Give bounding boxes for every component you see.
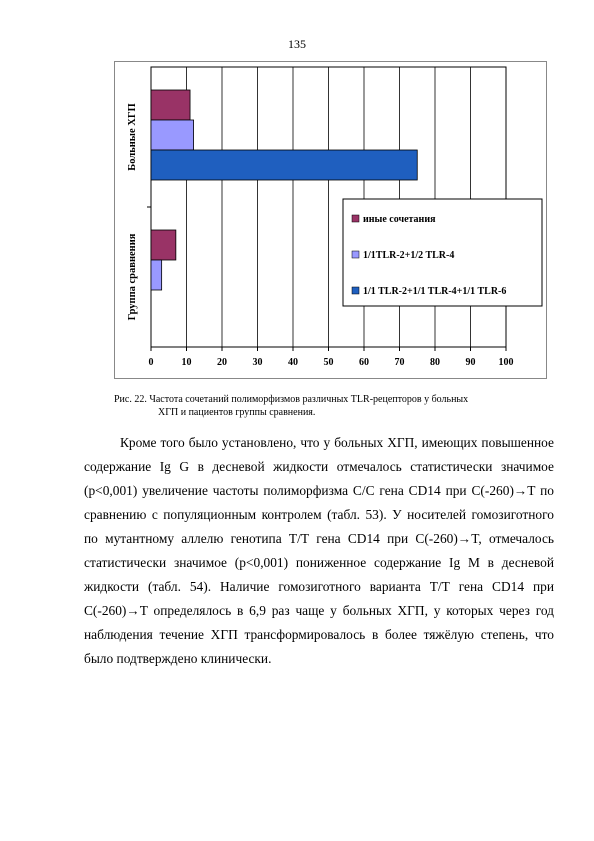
page-number: 135 — [288, 37, 306, 51]
x-tick-label: 20 — [217, 357, 227, 368]
bar — [151, 260, 162, 290]
bar — [151, 230, 176, 260]
legend-label: 1/1 TLR-2+1/1 TLR-4+1/1 TLR-6 — [363, 286, 507, 297]
x-tick-label: 10 — [181, 357, 192, 368]
legend-label: иные сочетания — [363, 214, 436, 225]
figure-caption — [114, 394, 554, 419]
x-tick-label: 0 — [148, 357, 154, 368]
bar — [151, 90, 190, 120]
caption-line-1: Рис. 22. Частота сочетаний полиморфизмов различных TLR-рецепторов у больных — [114, 394, 469, 405]
body-text — [84, 431, 554, 671]
x-tick-label: 60 — [359, 357, 369, 368]
y-category-label: Группа сравнения — [127, 233, 138, 321]
bar — [151, 120, 194, 150]
x-tick-label: 30 — [252, 357, 263, 368]
chart-frame — [114, 61, 547, 379]
legend-label: 1/1TLR-2+1/2 TLR-4 — [363, 250, 455, 261]
x-tick-label: 50 — [323, 357, 334, 368]
x-tick-label: 90 — [465, 357, 476, 368]
y-category-label: Больные ХГП — [127, 103, 138, 171]
legend-swatch — [352, 215, 359, 222]
legend-swatch — [352, 251, 359, 258]
bar — [151, 150, 417, 180]
x-tick-label: 40 — [288, 357, 298, 368]
body-paragraph: Кроме того было установлено, что у больных ХГП, имеющих повышенное содержание Ig G в десневой жидкости отмечалось статистически значимое (p<0,001) увеличение частоты полиморфизма С/С гена CD14 при С(-260)→T по сравнению с популяционным контролем (табл. 53). У носителей гомозиготного по мутантному аллелю генотипа Т/Т гена CD14 при С(-260)→T, отмечалось статистически значимое (p<0,001) пониженное содержание Ig M в десневой жидкости (табл. 54). Наличие гомозиготного варианта Т/Т гена CD14 при С(-260)→T определялось в 6,9 раз чаще у больных ХГП, у которых через год наблюдения течение ХГП трансформировалось в более тяжёлую степень, что было подтверждено клинически. — [84, 435, 554, 666]
legend-swatch — [352, 287, 359, 294]
bar-chart — [115, 62, 548, 380]
x-tick-label: 100 — [498, 357, 514, 368]
caption-line-2: ХГП и пациентов группы сравнения. — [158, 406, 316, 418]
x-tick-label: 80 — [430, 357, 440, 368]
x-tick-label: 70 — [394, 357, 405, 368]
